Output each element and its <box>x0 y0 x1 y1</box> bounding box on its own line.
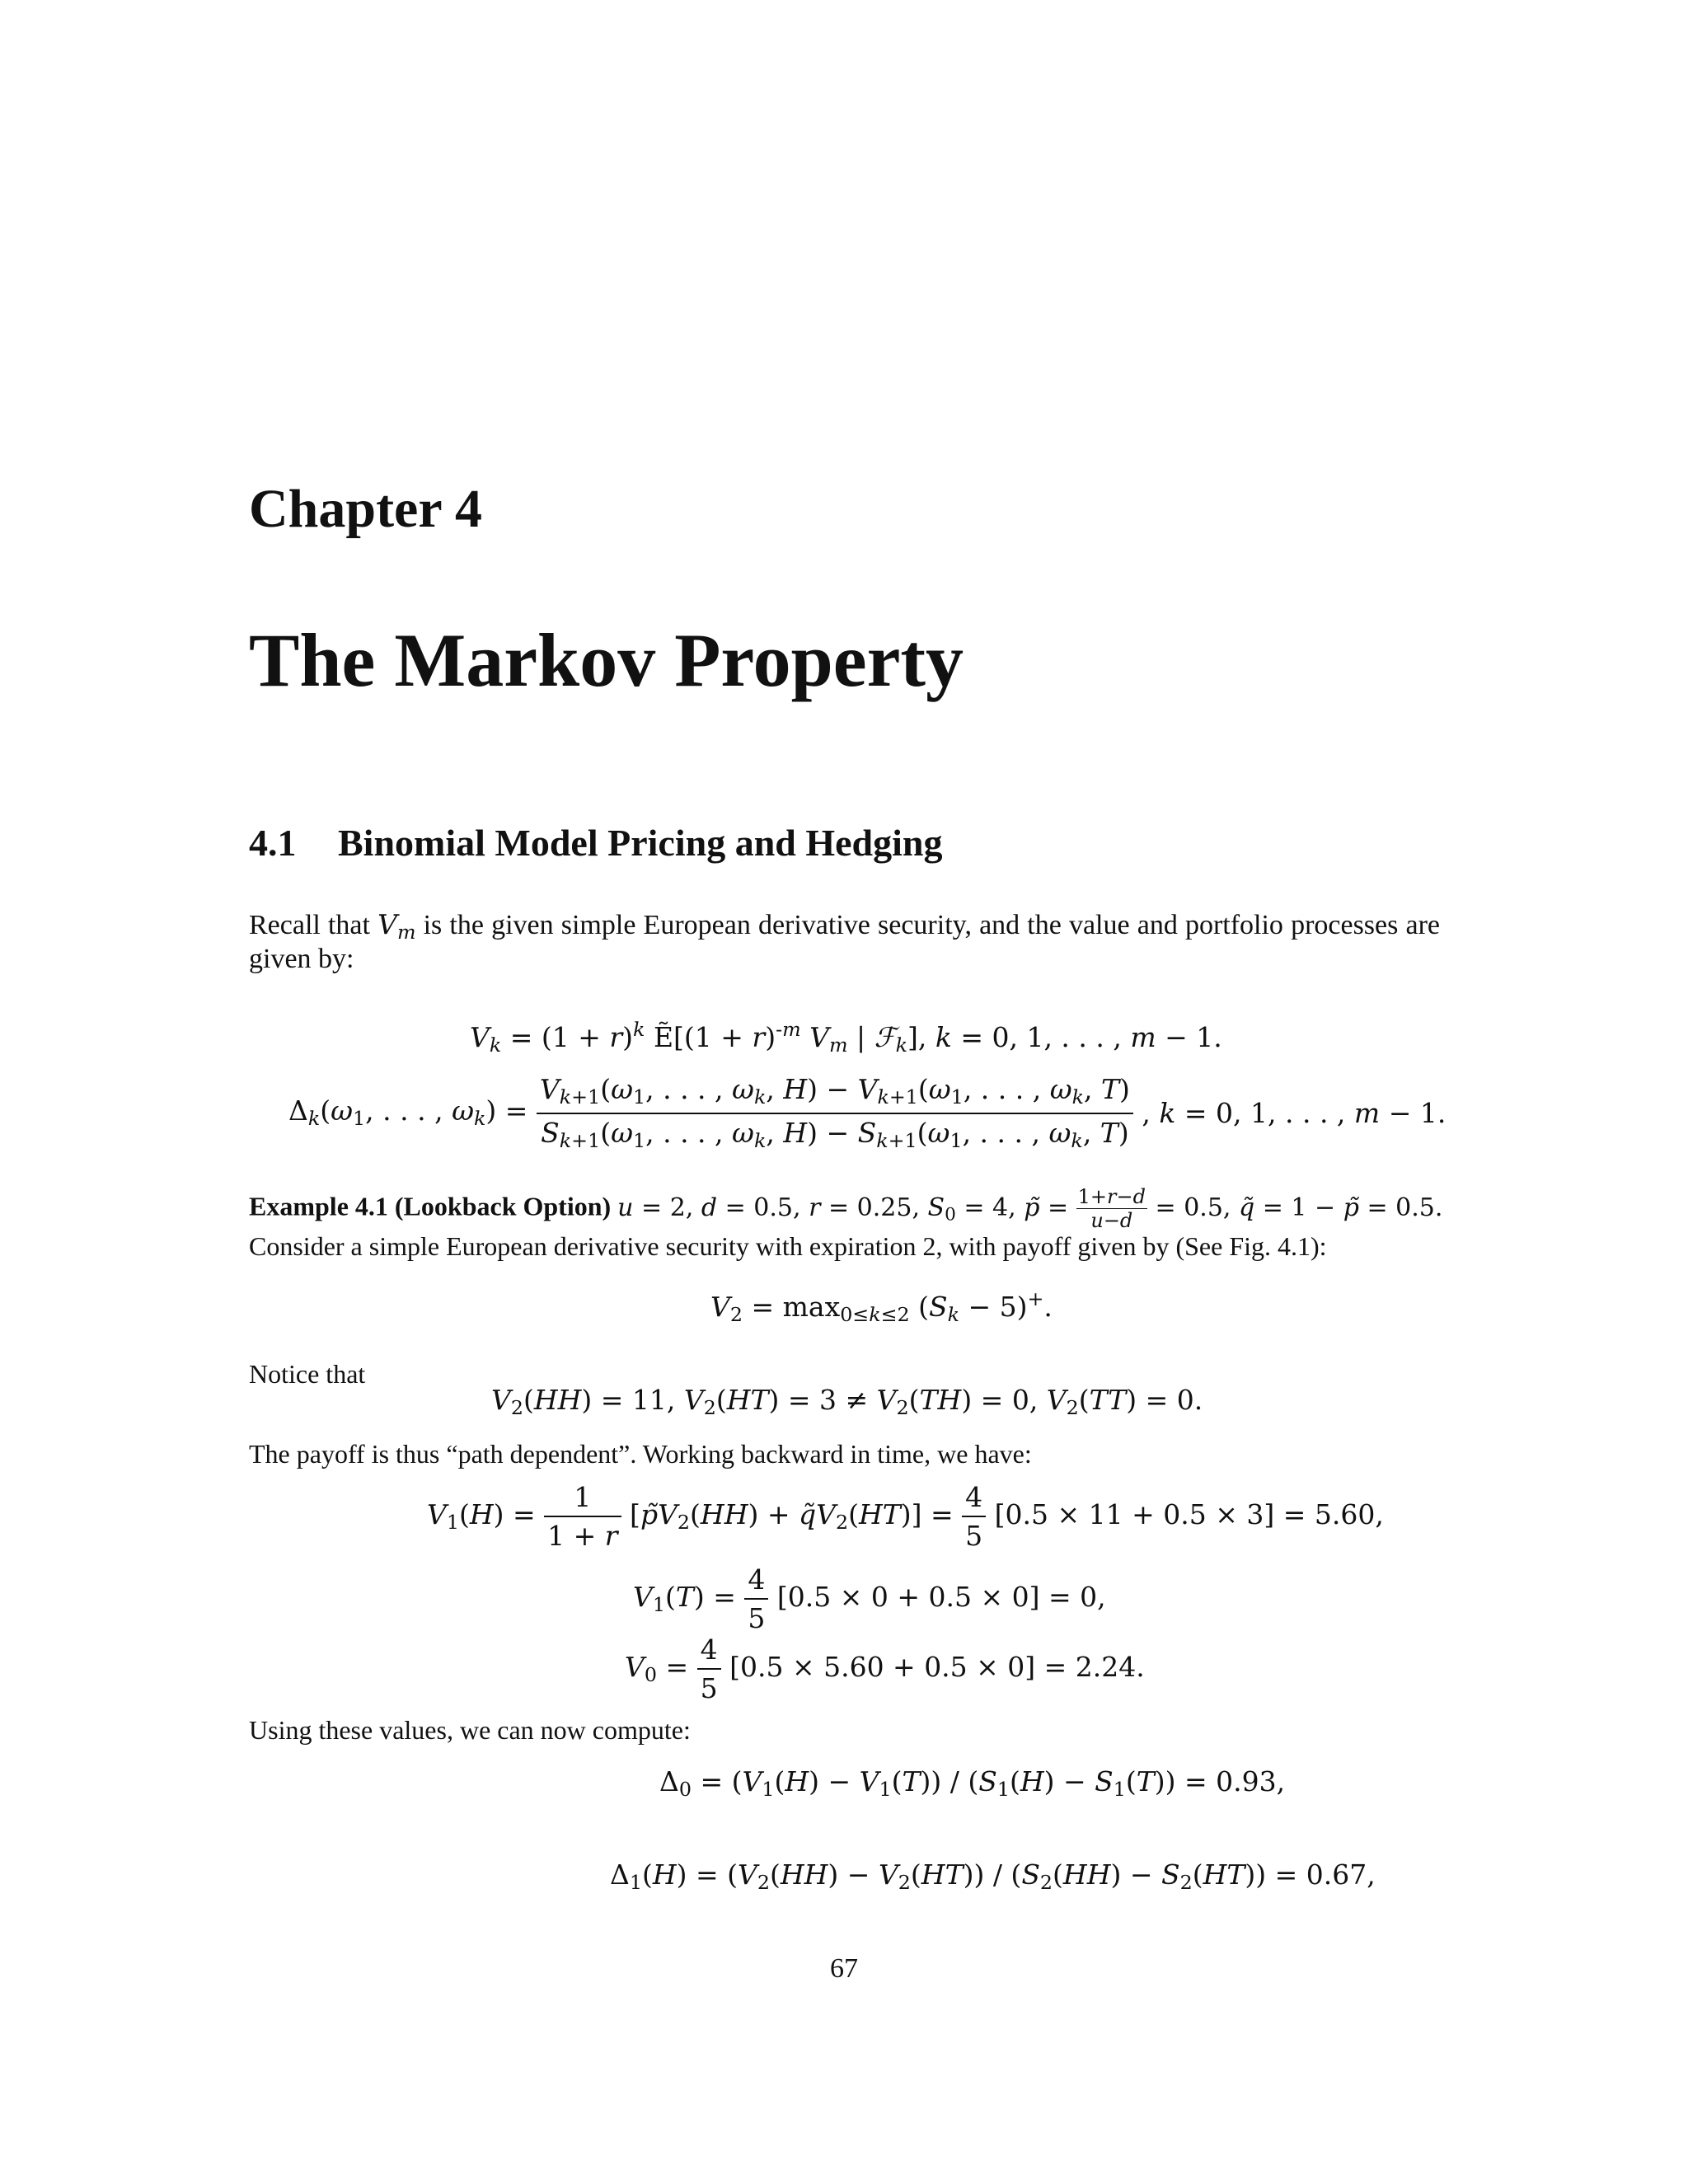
equation-v0: $V_0$ = $\frac{4}{5}$ [0.5 × 5.60 + 0.5 × 0] = 2.24. <box>625 1633 1145 1704</box>
example-params: u = 2, d = 0.5, r = 0.25, $S_0 = 4$, p = $\frac{1+r-d}{u-d}$ = 0.5, q = 1 − p = 0.5. <box>617 1185 1443 1232</box>
delta-range: , k = 0, 1, . . . , m − 1. <box>1142 1097 1447 1130</box>
equation-vk: $V_k = (1 + r)^k$ Ẽ[(1 + r)$^{-m}$ $V_m$ | ℱ$_k$], k = 0, 1, . . . , m − 1. <box>470 1018 1222 1057</box>
delta-fraction <box>537 1073 1133 1152</box>
chapter-label: Chapter 4 <box>249 479 482 539</box>
notice-text: Notice that <box>249 1359 366 1389</box>
example-paragraph <box>249 1187 1444 1263</box>
section-title: Binomial Model Pricing and Hedging <box>338 822 943 864</box>
equation-payoff: $V_2 = \max_{0\le k\le 2} (S_k - 5)^+$. <box>710 1287 1053 1326</box>
equation-delta <box>288 1073 1447 1152</box>
section-heading <box>249 824 943 862</box>
using-values-text: Using these values, we can now compute: <box>249 1715 691 1745</box>
delta-lhs: $\Delta_k(\omega_1$, . . . , $\omega_k$) = <box>288 1094 528 1131</box>
equation-v1h: $V_1(H)$ = $\frac{1}{1 + r}$ $[pV_2(HH) + qV_2(HT)]$ = $\frac{4}{5}$ [0.5 × 11 + 0.5 × 3] = 5.60, <box>427 1481 1384 1552</box>
equation-delta1: $\Delta_1(H) = (V_2(HH) - V_2(HT)) / (S_2(HH) - S_2(HT)) = 0.67$, <box>610 1858 1376 1894</box>
intro-text: Recall that $V_m$ is the given simple European derivative security, and the value and portfolio processes are given by: <box>249 908 1440 974</box>
example-text: Consider a simple European derivative security with expiration 2, with payoff given by (See Fig. 4.1): <box>249 1231 1327 1261</box>
chapter-title: The Markov Property <box>249 618 964 702</box>
section-number: 4.1 <box>249 822 297 864</box>
delta-denominator: $S_{k+1}(\omega_1$, . . . , $\omega_k$, $H) - S_{k+1}(\omega_1$, . . . , $\omega_k$, T) <box>537 1113 1133 1151</box>
example-label: Example 4.1 (Lookback Option) <box>249 1191 612 1221</box>
equation-v2-values: $V_2(HH) = 11$, $V_2(HT) = 3 \ne V_2(TH) = 0$, $V_2(TT) = 0$. <box>491 1384 1203 1419</box>
equation-delta0: $\Delta_0 = (V_1(H) - V_1(T)) / (S_1(H) - S_1(T)) = 0.93$, <box>659 1765 1286 1801</box>
equation-v1t: $V_1(T)$ = $\frac{4}{5}$ [0.5 × 0 + 0.5 × 0] = 0, <box>633 1563 1106 1634</box>
delta-numerator: $V_{k+1}(\omega_1$, . . . , $\omega_k$, $H) - V_{k+1}(\omega_1$, . . . , $\omega_k$, T) <box>539 1073 1130 1108</box>
intro-paragraph <box>249 909 1440 977</box>
page-number: 67 <box>830 1953 858 1984</box>
path-dependent-text: The payoff is thus “path dependent”. Working backward in time, we have: <box>249 1439 1032 1469</box>
